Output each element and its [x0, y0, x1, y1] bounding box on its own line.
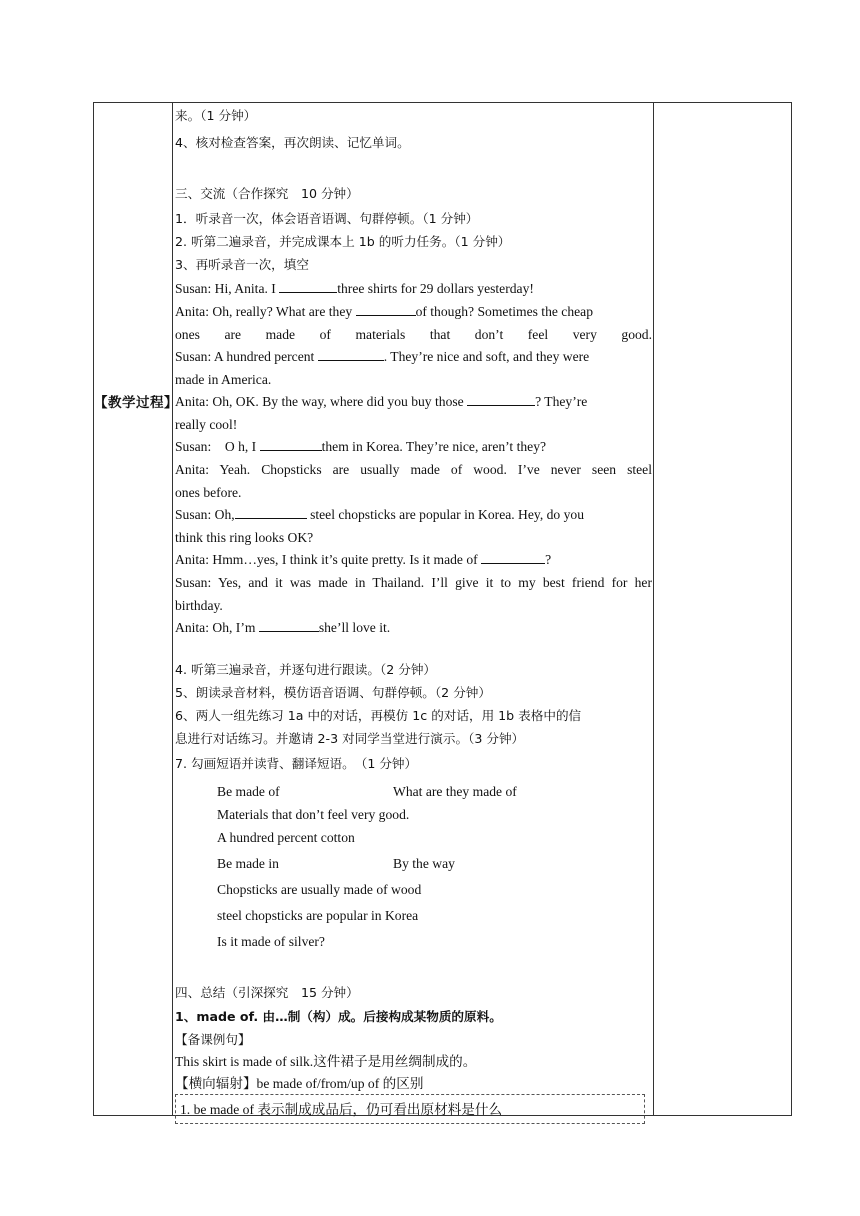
fill-blank[interactable]	[259, 619, 319, 632]
column-divider	[172, 103, 173, 1115]
column-divider	[653, 103, 654, 1115]
dialogue-line: Susan: Hi, Anita. I three shirts for 29 dollars yesterday!	[175, 281, 534, 296]
dialogue-line: Susan: Oh, steel chopsticks are popular in Korea. Hey, do you	[175, 507, 585, 522]
text-line: 1．听录音一次，体会语音语调、句群停顿。（1 分钟）	[175, 211, 479, 226]
fill-blank[interactable]	[467, 393, 535, 406]
text-line: 【横向辐射】be made of/from/up of 的区别	[175, 1076, 424, 1091]
phrase: Be made in	[217, 856, 279, 871]
text-line: 6、两人一组先练习 1a 中的对话，再模仿 1c 的对话，用 1b 表格中的信	[175, 708, 582, 723]
dialogue-line: Anita: Oh, really? What are they of though? Sometimes the cheap	[175, 304, 593, 319]
text-line: 来。（1 分钟）	[175, 108, 257, 123]
phrase: Materials that don’t feel very good.	[217, 807, 410, 822]
example-sentence: This skirt is made of silk.这件裙子是用丝绸制成的。	[175, 1054, 477, 1069]
fill-blank[interactable]	[235, 506, 307, 519]
text-line: 3、再听录音一次，填空	[175, 257, 309, 272]
phrase: Be made of	[217, 784, 280, 799]
phrase: Is it made of silver?	[217, 934, 325, 949]
dialogue-line: Susan: Yes, and it was made in Thailand. I’ll give it to my best friend for her	[175, 575, 652, 590]
text-line: 4. 听第三遍录音，并逐句进行跟读。（2 分钟）	[175, 662, 437, 677]
text-line: 5、朗读录音材料，模仿语音语调、句群停顿。（2 分钟）	[175, 685, 491, 700]
note-box	[175, 1094, 645, 1124]
step-heading: 四、总结（引深探究 15 分钟）	[175, 985, 359, 1000]
step-heading: 三、交流（合作探究 10 分钟）	[175, 186, 359, 201]
dialogue-line: Susan: O h, I them in Korea. They’re nice, aren’t they?	[175, 439, 547, 454]
dialogue-line: Anita: Hmm…yes, I think it’s quite pretty. Is it made of ?	[175, 552, 552, 567]
dialogue-line: Anita: Yeah. Chopsticks are usually made of wood. I’ve never seen steel	[175, 462, 652, 477]
section-label: 【教学过程】	[94, 395, 178, 411]
dialogue-line: ones before.	[175, 485, 242, 500]
dialogue-line: birthday.	[175, 598, 223, 613]
dialogue-line: Anita: Oh, I’m she’ll love it.	[175, 620, 391, 635]
phrase: By the way	[393, 856, 455, 871]
fill-blank[interactable]	[279, 280, 337, 293]
text-line: 2. 听第二遍录音，并完成课本上 1b 的听力任务。（1 分钟）	[175, 234, 511, 249]
phrase: steel chopsticks are popular in Korea	[217, 908, 419, 923]
dialogue-line: Anita: Oh, OK. By the way, where did you buy those ? They’re	[175, 394, 588, 409]
dialogue-line: really cool!	[175, 417, 238, 432]
phrase: What are they made of	[393, 784, 517, 799]
dialogue-line: made in America.	[175, 372, 272, 387]
dialogue-line: ones are made of materials that don’t feel very good.	[175, 327, 652, 342]
fill-blank[interactable]	[356, 303, 416, 316]
text-line: 【备课例句】	[175, 1032, 251, 1047]
fill-blank[interactable]	[260, 438, 322, 451]
fill-blank[interactable]	[481, 551, 545, 564]
note-text: 1. be made of 表示制成成品后，仍可看出原材料是什么	[180, 1102, 503, 1117]
key-point: 1、made of. 由…制（构）成。后接构成某物质的原料。	[175, 1009, 502, 1024]
text-line: 4、核对检查答案，再次朗读、记忆单词。	[175, 135, 410, 150]
text-line: 7. 勾画短语并读背、翻译短语。 （1 分钟）	[175, 756, 418, 771]
phrase: A hundred percent cotton	[217, 830, 355, 845]
text-line: 息进行对话练习。并邀请 2-3 对同学当堂进行演示。（3 分钟）	[175, 731, 525, 746]
phrase: Chopsticks are usually made of wood	[217, 882, 422, 897]
dialogue-line: Susan: A hundred percent . They’re nice and soft, and they were	[175, 349, 590, 364]
fill-blank[interactable]	[318, 348, 384, 361]
dialogue-line: think this ring looks OK?	[175, 530, 314, 545]
